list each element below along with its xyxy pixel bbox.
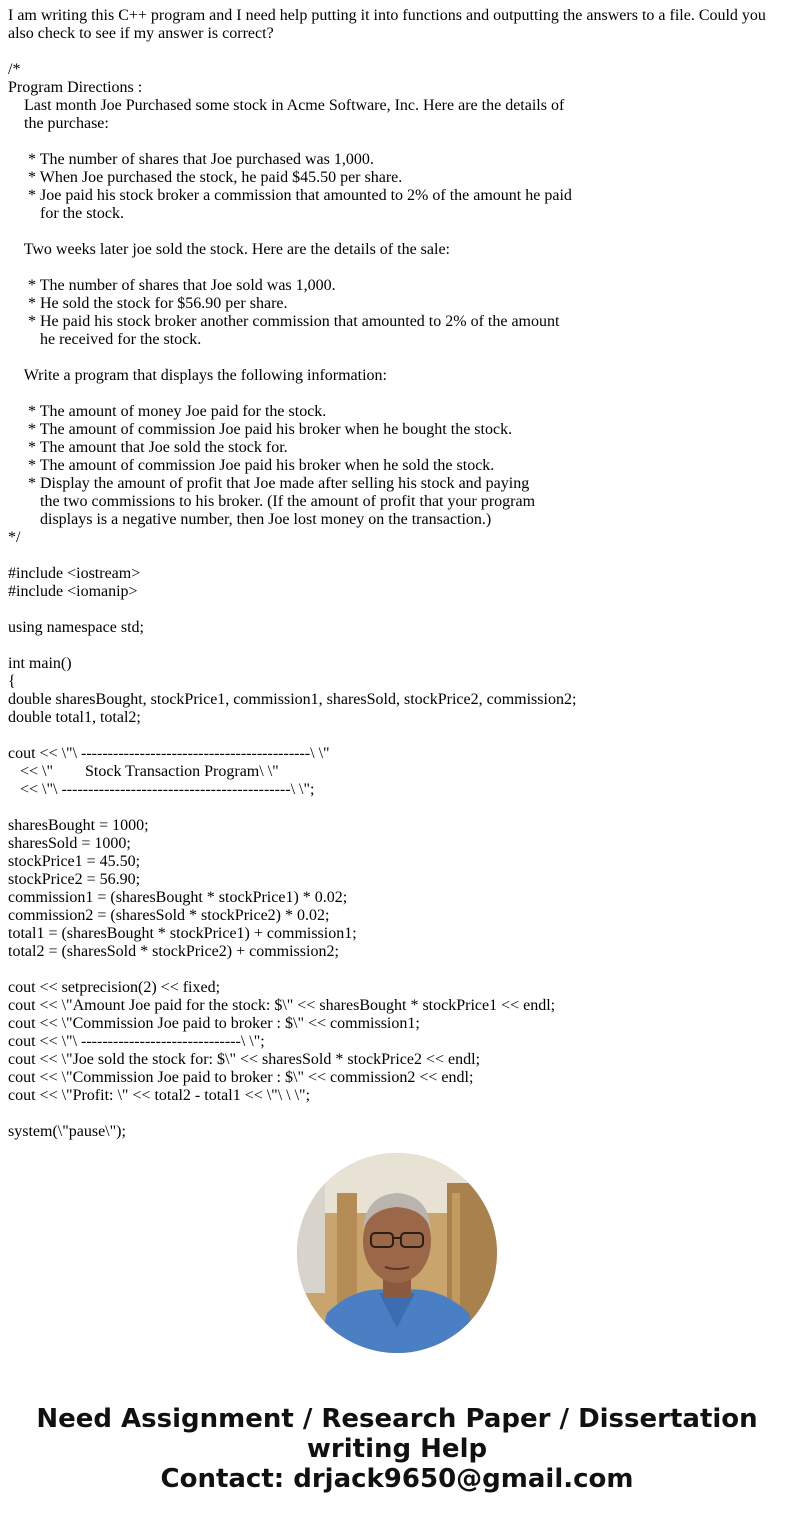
code-line: sharesBought = 1000;: [8, 817, 149, 834]
code-line: * The amount of money Joe paid for the stock.: [8, 403, 327, 420]
code-line: cout << \"Profit: \" << total2 - total1 << \"\ \ \";: [8, 1087, 311, 1104]
code-line: cout << \"\ -------------------------------------------\ \": [8, 745, 330, 762]
code-line: * He sold the stock for $56.90 per share.: [8, 295, 288, 312]
code-line: [8, 259, 786, 277]
code-line: displays is a negative number, then Joe lost money on the transaction.): [8, 511, 492, 528]
code-line: cout << \"Commission Joe paid to broker : $\" << commission1;: [8, 1015, 420, 1032]
footer-line-1: Need Assignment / Research Paper / Dissertation: [36, 1404, 758, 1434]
code-line: int main(): [8, 655, 72, 672]
code-line: [8, 961, 786, 979]
code-line: [8, 601, 786, 619]
code-line: stockPrice2 = 56.90;: [8, 871, 141, 888]
code-line: * The amount of commission Joe paid his broker when he sold the stock.: [8, 457, 495, 474]
code-line: * The amount that Joe sold the stock for.: [8, 439, 288, 456]
code-line: * The amount of commission Joe paid his broker when he bought the stock.: [8, 421, 513, 438]
code-line: Program Directions :: [8, 79, 143, 96]
intro-line-1: I am writing this C++ program and I need help putting it into functions and outputting the answers to a file. Could you: [8, 7, 766, 24]
code-line: cout << setprecision(2) << fixed;: [8, 979, 221, 996]
code-line: * He paid his stock broker another commission that amounted to 2% of the amount: [8, 313, 560, 330]
code-line: Two weeks later joe sold the stock. Here are the details of the sale:: [8, 241, 450, 258]
code-line: */: [8, 529, 21, 546]
code-line: [8, 637, 786, 655]
code-line: for the stock.: [8, 205, 124, 222]
code-line: << \" Stock Transaction Program\ \": [8, 763, 279, 780]
code-line: * The number of shares that Joe sold was 1,000.: [8, 277, 336, 294]
code-line: [8, 727, 786, 745]
avatar-photo: [297, 1153, 497, 1353]
footer-contact: Contact: drjack9650@gmail.com: [160, 1464, 634, 1494]
code-line: #include <iostream>: [8, 565, 141, 582]
code-line: system(\"pause\");: [8, 1123, 126, 1140]
code-line: stockPrice1 = 45.50;: [8, 853, 141, 870]
question-intro: [8, 7, 786, 43]
code-line: cout << \"Joe sold the stock for: $\" << sharesSold * stockPrice2 << endl;: [8, 1051, 481, 1068]
code-line: total1 = (sharesBought * stockPrice1) + commission1;: [8, 925, 357, 942]
code-line: total2 = (sharesSold * stockPrice2) + commission2;: [8, 943, 339, 960]
code-line: * Display the amount of profit that Joe made after selling his stock and paying: [8, 475, 530, 492]
code-line: he received for the stock.: [8, 331, 202, 348]
code-line: [8, 1105, 786, 1123]
code-line: [8, 133, 786, 151]
code-line: cout << \"\ ------------------------------\ \";: [8, 1033, 265, 1050]
code-line: [8, 385, 786, 403]
code-line: [8, 349, 786, 367]
question-document: [8, 7, 786, 1141]
code-line: using namespace std;: [8, 619, 144, 636]
code-line: double sharesBought, stockPrice1, commission1, sharesSold, stockPrice2, commission2;: [8, 691, 577, 708]
footer-line-2: writing Help: [306, 1434, 488, 1464]
code-line: {: [8, 673, 16, 690]
code-line: * When Joe purchased the stock, he paid $45.50 per share.: [8, 169, 403, 186]
code-line: [8, 547, 786, 565]
code-line: cout << \"Amount Joe paid for the stock: $\" << sharesBought * stockPrice1 << endl;: [8, 997, 556, 1014]
code-line: cout << \"Commission Joe paid to broker : $\" << commission2 << endl;: [8, 1069, 474, 1086]
code-line: double total1, total2;: [8, 709, 141, 726]
intro-line-2: also check to see if my answer is correct?: [8, 25, 274, 42]
code-line: Write a program that displays the following information:: [8, 367, 387, 384]
code-line: * The number of shares that Joe purchased was 1,000.: [8, 151, 374, 168]
code-line: commission1 = (sharesBought * stockPrice1) * 0.02;: [8, 889, 348, 906]
code-line: the purchase:: [8, 115, 109, 132]
code-line: << \"\ -------------------------------------------\ \";: [8, 781, 315, 798]
code-listing: [8, 61, 786, 1141]
footer-ad: [0, 1404, 794, 1494]
avatar: [297, 1153, 497, 1353]
code-line: the two commissions to his broker. (If the amount of profit that your program: [8, 493, 536, 510]
code-line: sharesSold = 1000;: [8, 835, 131, 852]
code-line: Last month Joe Purchased some stock in Acme Software, Inc. Here are the details of: [8, 97, 565, 114]
code-line: #include <iomanip>: [8, 583, 138, 600]
code-line: [8, 799, 786, 817]
code-line: commission2 = (sharesSold * stockPrice2) * 0.02;: [8, 907, 330, 924]
code-line: /*: [8, 61, 21, 78]
code-line: * Joe paid his stock broker a commission that amounted to 2% of the amount he paid: [8, 187, 572, 204]
code-line: [8, 223, 786, 241]
